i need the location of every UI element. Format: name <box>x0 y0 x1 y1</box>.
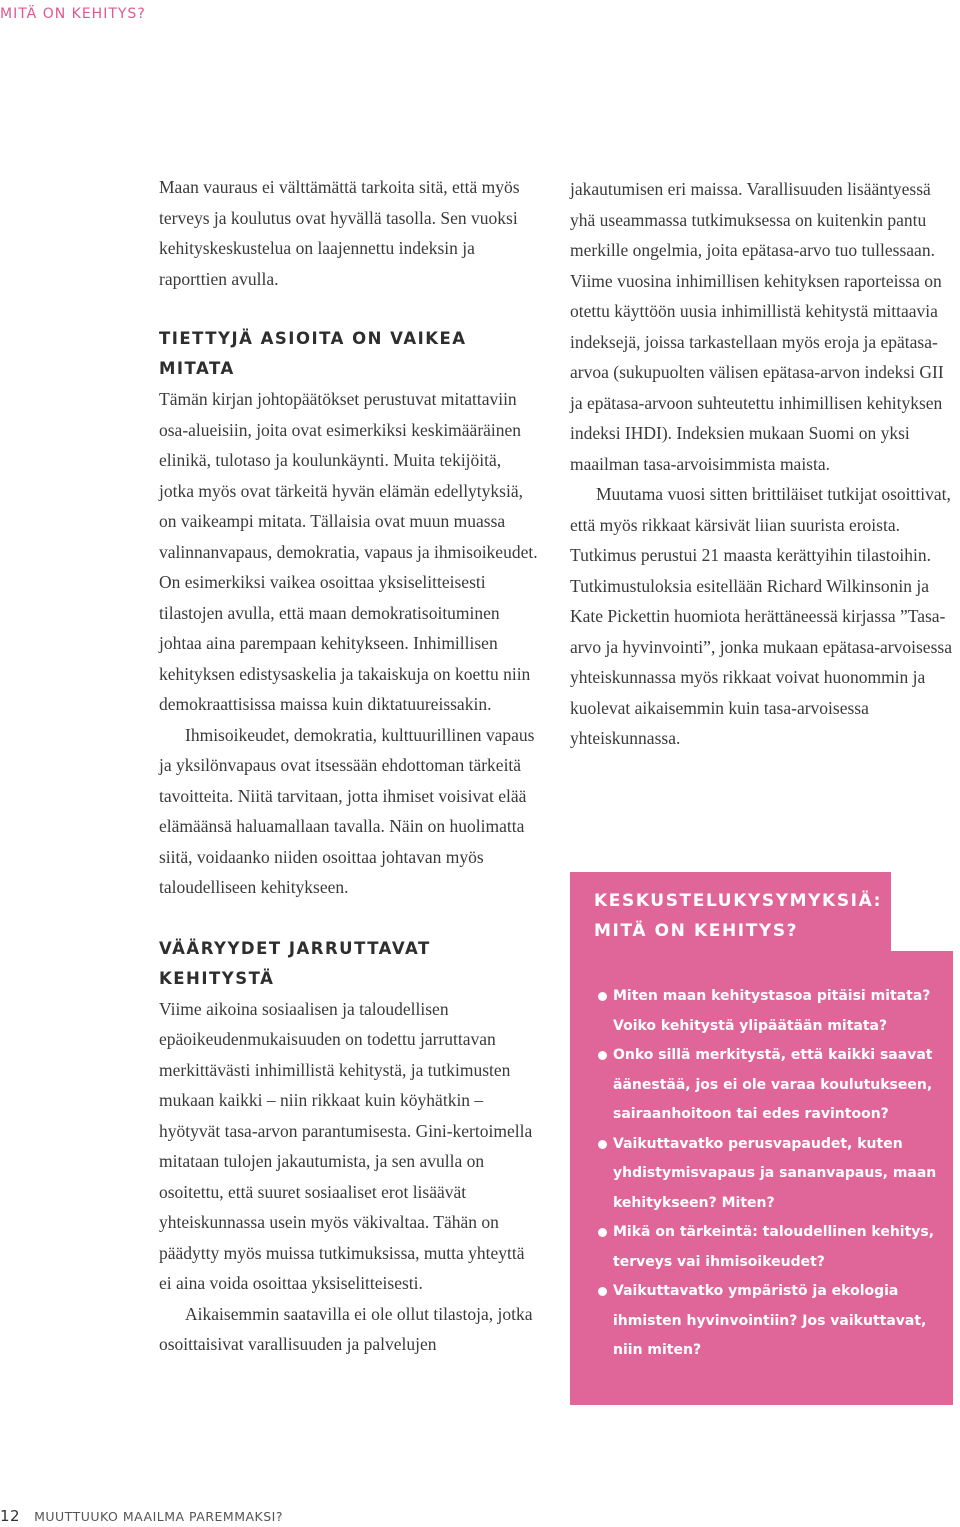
discussion-box-title <box>594 886 882 946</box>
section2-paragraph-1: Viime aikoina sosiaalisen ja taloudellisen epäoikeudenmukaisuuden on todettu jarruttavan merkittävästi inhimillistä kehitystä, ja tutkimusten mukaan kaikki – niin rikkaat kuin köyhätkin – hyötyvät tasa-arvon parantumisesta. Gini-kertoimella mitataan tulojen jakautumista, ja sen avulla on osoitettu, että suuret sosiaaliset erot lisäävät yhteiskunnassa usein myös väkivaltaa. Tähän on päädytty myös muissa tutkimuksissa, mutta yhteyttä ei aina voida osoittaa yksiselitteisesti. <box>159 998 533 1293</box>
section-heading-injustice: VÄÄRYYDET JARRUTTAVAT KEHITYSTÄ <box>159 938 431 988</box>
discussion-title-line-1: KESKUSTELUKYSYMYKSIÄ: <box>594 891 883 911</box>
question-item <box>598 1277 938 1366</box>
bullet-icon <box>598 992 607 1001</box>
bullet-icon <box>598 1287 607 1296</box>
discussion-title-line-2: MITÄ ON KEHITYS? <box>594 921 799 941</box>
question-text: Vaikuttavatko perusvapaudet, kuten yhdistymisvapaus ja sananvapaus, maan kehitykseen? Miten? <box>613 1135 937 1211</box>
page-footer <box>0 1507 283 1525</box>
right-paragraph-1: jakautumisen eri maissa. Varallisuuden lisääntyessä yhä useammassa tutkimuksessa on kuitenkin pantu merkille ongelmia, joita epätasa-arvo tuo tullessaan. Viime vuosina inhimillisen kehityksen raporteissa on otettu käyttöön uusia inhimillistä kehitystä mittaavia indeksejä, joissa tarkastellaan myös eroja ja epätasa-arvoa (sukupuolten välisen epätasa-arvon indeksi GII ja epätasa-arvoon suhteutettu inhimillisen kehityksen indeksi IHDI). Indeksien mukaan Suomi on yksi maailman tasa-arvoisimmista maista. <box>570 179 944 474</box>
left-column <box>159 172 539 1360</box>
book-title: MUUTTUUKO MAAILMA PAREMMAKSI? <box>34 1509 283 1524</box>
question-text: Mikä on tärkeintä: taloudellinen kehitys, terveys vai ihmisoikeudet? <box>613 1224 935 1270</box>
question-item <box>598 1218 938 1277</box>
bullet-icon <box>598 1140 607 1149</box>
question-item <box>598 1041 938 1130</box>
question-text: Onko sillä merkitystä, että kaikki saavat äänestää, jos ei ole varaa koulutukseen, sairaanhoitoon tai edes ravintoon? <box>613 1047 933 1122</box>
question-item <box>598 982 938 1041</box>
right-paragraph-2: Muutama vuosi sitten brittiläiset tutkijat osoittivat, että myös rikkaat kärsivät liian suurista eroista. Tutkimus perustui 21 maasta kerättyihin tilastoihin. Tutkimustuloksia esitellään Richard Wilkinsonin ja Kate Pickettin huomiota herättäneessä kirjassa ”Tasa-arvo ja hyvinvointi”, jonka mukaan epätasa-arvoisessa yhteiskunnassa myös rikkaat voivat huonommin ja kuolevat aikaisemmin kuin tasa-arvoisessa yhteiskunnassa. <box>570 484 952 748</box>
running-head: MITÄ ON KEHITYS? <box>0 6 146 22</box>
intro-paragraph: Maan vauraus ei välttämättä tarkoita sitä, että myös terveys ja koulutus ovat hyvällä tasolla. Sen vuoksi kehityskeskustelua on laajennettu indeksin ja raporttien avulla. <box>159 177 520 289</box>
section1-paragraph-1: Tämän kirjan johtopäätökset perustuvat mitattaviin osa-alueisiin, joita ovat esimerkiksi keskimääräinen elinikä, tulotaso ja koulunkäynti. Muita tekijöitä, jotka myös ovat tärkeitä hyvän elämän edellytyksiä, on vaikeampi mitata. Tällaisia ovat muun muassa valinnanvapaus, demokratia, vapaus ja ihmisoikeudet. On esimerkiksi vaikea osoittaa yksiselitteisesti tilastojen avulla, että maan demokratisoituminen johtaa aina parempaan kehitykseen. Inhimillisen kehityksen edistysaskelia ja takaiskuja on koettu niin demokraattisissa maissa kuin diktatuureissakin. <box>159 389 538 714</box>
question-item <box>598 1130 938 1219</box>
page-number: 12 <box>0 1507 21 1525</box>
section1-paragraph-2: Ihmisoikeudet, demokratia, kulttuurillinen vapaus ja yksilönvapaus ovat itsessään ehdottoman tärkeitä tavoitteita. Niitä tarvitaan, jotta ihmiset voisivat elää elämäänsä haluamallaan tavalla. Näin on huolimatta siitä, voidaanko niiden osoittaa johtavan myös taloudelliseen kehitykseen. <box>159 724 535 897</box>
question-text: Vaikuttavatko ympäristö ja ekologia ihmisten hyvinvointiin? Jos vaikuttavat, niin miten? <box>613 1283 927 1358</box>
bullet-icon <box>598 1051 607 1060</box>
right-column <box>570 174 954 754</box>
question-text: Miten maan kehitystasoa pitäisi mitata? Voiko kehitystä ylipäätään mitata? <box>613 988 931 1034</box>
question-list <box>598 982 938 1366</box>
section-heading-measurement: TIETTYJÄ ASIOITA ON VAIKEA MITATA <box>159 329 467 378</box>
section2-paragraph-2: Aikaisemmin saatavilla ei ole ollut tilastoja, jotka osoittaisivat varallisuuden ja palvelujen <box>159 1303 533 1354</box>
bullet-icon <box>598 1228 607 1237</box>
